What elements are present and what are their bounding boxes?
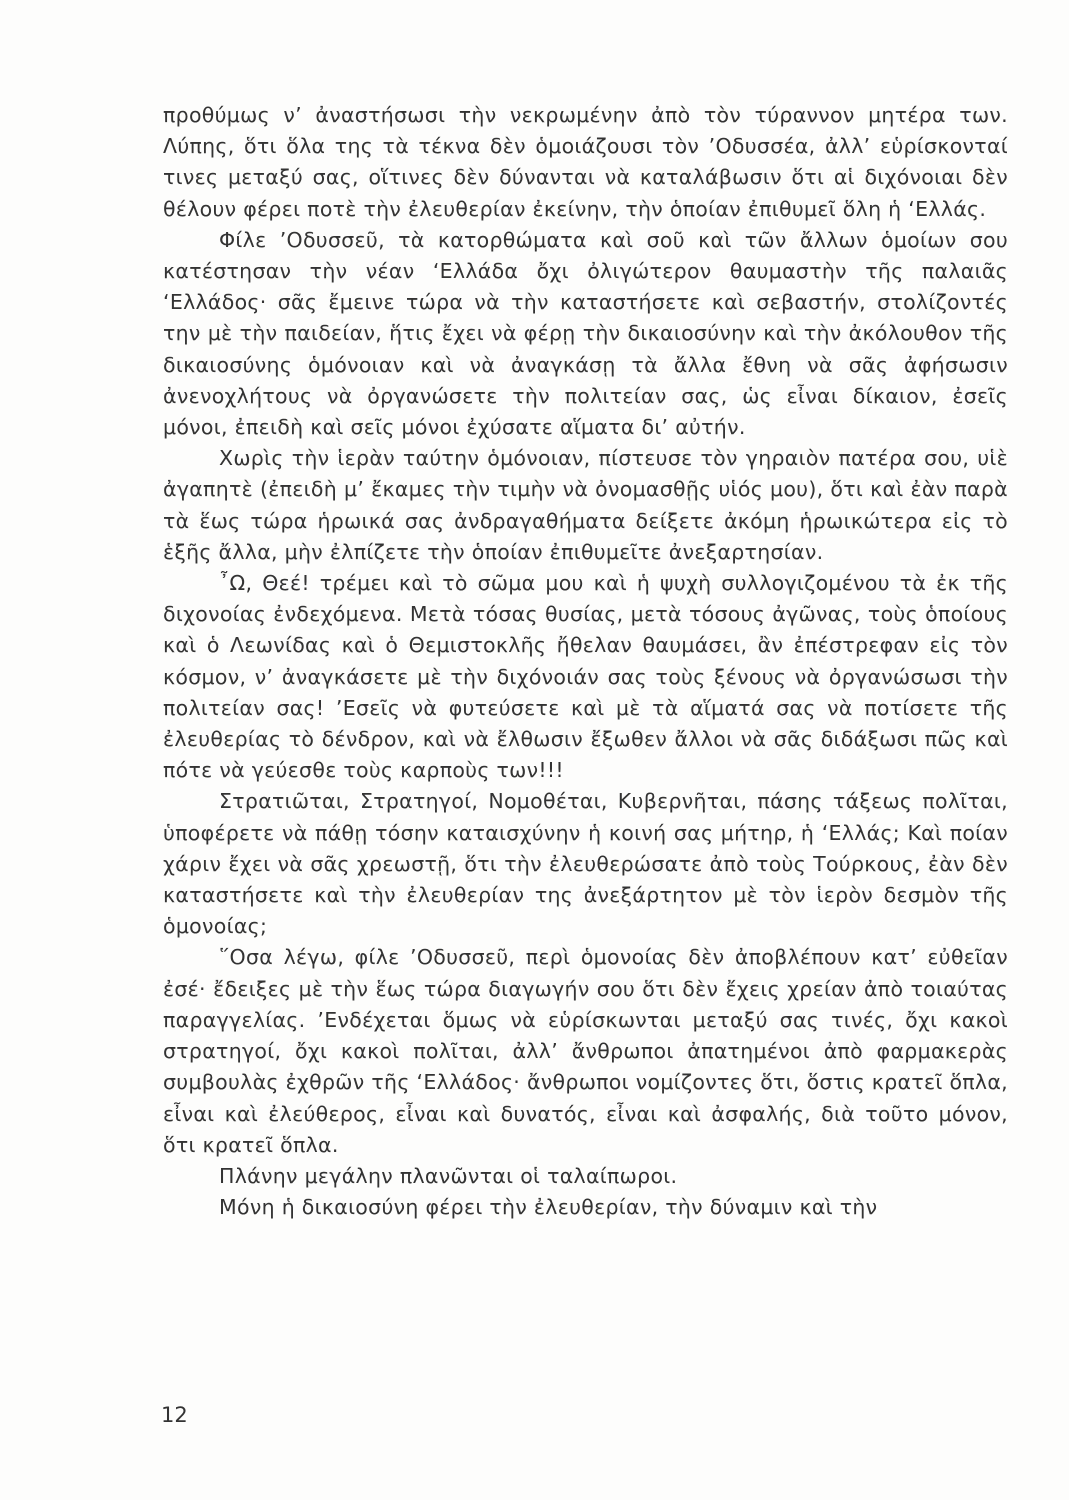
paragraph-5: Στρατιῶται, Στρατηγοί, Νομοθέται, Κυβερνῆται, πάσης τάξεως πολῖται, ὑποφέρετε νὰ πάθῃ τόσην καταισχύνην ἡ κοινή σας μήτηρ, ἡ ‘Ελλάς; Καὶ ποίαν χάριν ἔχει νὰ σᾶς χρεωστῇ, ὅτι τὴν ἐλευθερώσατε ἀπὸ τοὺς Τούρκους, ἐὰν δὲν καταστήσετε καὶ τὴν ἐλευθερίαν της ἀνεξάρτητον μὲ τὸν ἱερὸν δεσμὸν τῆς ὁμονοίας; [163,789,1008,939]
paragraph-6: ῞Οσα λέγω, φίλε ’Οδυσσεῦ, περὶ ὁμονοίας δὲν ἀποβλέπουν κατ’ εὐθεῖαν ἐσέ· ἔδειξες μὲ τὴν ἕως τώρα διαγωγήν σου ὅτι δὲν ἔχεις χρείαν ἀπὸ τοιαύτας παραγγελίας. ’Ενδέχεται ὅμως νὰ εὑρίσκωνται μεταξύ σας τινές, ὄχι κακοὶ στρατηγοί, ὄχι κακοὶ πολῖται, ἀλλ’ ἄνθρωποι ἀπατημένοι ἀπὸ φαρμακερὰς συμβουλὰς ἐχθρῶν τῆς ‘Ελλάδος· ἄνθρωποι νομίζοντες ὅτι, ὅστις κρατεῖ ὅπλα, εἶναι καὶ ἐλεύθερος, εἶναι καὶ δυνατός, εἶναι καὶ ἀσφαλής, διὰ τοῦτο μόνον, ὅτι κρατεῖ ὅπλα. [163,945,1008,1157]
paragraph-1: προθύμως ν’ ἀναστήσωσι τὴν νεκρωμένην ἀπὸ τὸν τύραννον μητέρα των. Λύπης, ὅτι ὅλα της τὰ τέκνα δὲν ὁμοιάζουσι τὸν ’Οδυσσέα, ἀλλ’ εὑρίσκονταί τινες μεταξύ σας, οἵτινες δὲν δύνανται νὰ καταλάβωσιν ὅτι αἱ διχόνοιαι δὲν θέλουν φέρει ποτὲ τὴν ἐλευθερίαν ἐκείνην, τὴν ὁποίαν ἐπιθυμεῖ ὅλη ἡ ‘Ελλάς. [163,103,1008,221]
body-text [163,100,1008,1223]
paragraph-7: Πλάνην μεγάλην πλανῶνται οἱ ταλαίπωροι. [219,1163,678,1188]
page-number: 12 [161,1403,188,1427]
paragraph-2: Φίλε ’Οδυσσεῦ, τὰ κατορθώματα καὶ σοῦ καὶ τῶν ἄλλων ὁμοίων σου κατέστησαν τὴν νέαν ‘Ελλάδα ὄχι ὀλιγώτερον θαυμαστὴν τῆς παλαιᾶς ‘Ελλάδος· σᾶς ἔμεινε τώρα νὰ τὴν καταστήσετε καὶ σεβαστήν, στολίζοντές την μὲ τὴν παιδείαν, ἥτις ἔχει νὰ φέρῃ τὴν δικαιοσύνην καὶ τὴν ἀκόλουθον τῆς δικαιοσύνης ὁμόνοιαν καὶ νὰ ἀναγκάσῃ τὰ ἄλλα ἔθνη νὰ σᾶς ἀφήσωσιν ἀνενοχλήτους νὰ ὀργανώσετε τὴν πολιτείαν σας, ὡς εἶναι δίκαιον, ἐσεῖς μόνοι, ἐπειδὴ καὶ σεῖς μόνοι ἐχύσατε αἵματα δι’ αὐτήν. [163,227,1008,440]
paragraph-3: Χωρὶς τὴν ἱερὰν ταύτην ὁμόνοιαν, πίστευσε τὸν γηραιὸν πατέρα σου, υἱὲ ἀγαπητὲ (ἐπειδὴ μ’ ἔκαμες τὴν τιμὴν νὰ ὀνομασθῇς υἱός μου), ὅτι καὶ ἐὰν παρὰ τὰ ἕως τώρα ἡρωικά σας ἀνδραγαθήματα δείξετε ἀκόμη ἡρωικώτερα εἰς τὸ ἑξῆς ἄλλα, μὴν ἐλπίζετε τὴν ὁποίαν ἐπιθυμεῖτε ἀνεξαρτησίαν. [163,446,1008,564]
paragraph-4: ῏Ω, Θεέ! τρέμει καὶ τὸ σῶμα μου καὶ ἡ ψυχὴ συλλογιζομένου τὰ ἐκ τῆς διχονοίας ἐνδεχόμενα. Μετὰ τόσας θυσίας, μετὰ τόσους ἀγῶνας, τοὺς ὁποίους καὶ ὁ Λεωνίδας καὶ ὁ Θεμιστοκλῆς ἤθελαν θαυμάσει, ἂν ἐπέστρεφαν εἰς τὸν κόσμον, ν’ ἀναγκάσετε μὲ τὴν διχόνοιάν σας τοὺς ξένους νὰ ὀργανώσωσι τὴν πολιτείαν σας! ’Εσεῖς νὰ φυτεύσετε καὶ μὲ τὰ αἵματά σας νὰ ποτίσετε τῆς ἐλευθερίας τὸ δένδρον, καὶ νὰ ἔλθωσιν ἔξωθεν ἄλλοι νὰ σᾶς διδάξωσι πῶς καὶ πότε νὰ γεύεσθε τοὺς καρποὺς των!!! [163,571,1008,783]
paragraph-8: Μόνη ἡ δικαιοσύνη φέρει τὴν ἐλευθερίαν, τὴν δύναμιν καὶ τὴν [219,1195,878,1220]
